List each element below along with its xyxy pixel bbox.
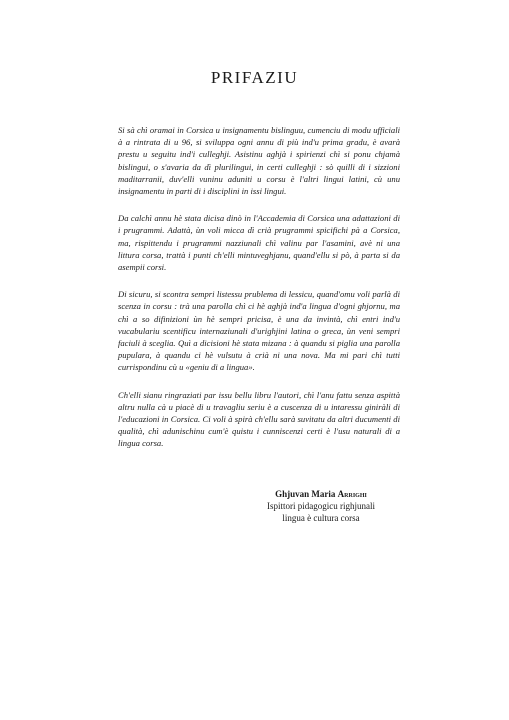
- signature-role: Ispittori pidagogicu righjunali: [267, 501, 375, 511]
- paragraph-4: Ch'elli sianu ringraziati par issu bellu libru l'autori, chì l'anu fattu senza aspittà altru nulla cà u piacè di u travagliu seriu è a cuscenza di u intaressu giniràli di l'educazioni in Corsica. Ci voli à spirà ch'ellu sarà suvitatu da altri ducumenti di qualità, chì adunischinu cum'è quistu i cunniscenzi certi è l'usu naturali di a lingua corsa.: [118, 389, 400, 449]
- signature-last-name: Arrighi: [337, 489, 367, 499]
- paragraph-1: Si sà chì oramai in Corsica u insignamentu bislinguu, cumenciu di modu ufficiali à a rintrata di u 96, si sviluppa ogni annu di più ind'u prima gradu, è avarà prestu u seguitu ind'i culleghji. Asistinu aghjà i spirienzi chì si ponu chjamà bislingui, o s'avaria da dì plurilingui, in certi culleghji : sò quilli di i sizzioni maditarranii, duv'elli vuninu aduniti u corsu è l'altri lingui latini, cù unu insignamentu in parti di i disciplini in issi lingui.: [118, 125, 400, 197]
- signature-name: [236, 488, 406, 500]
- preface-body: [118, 124, 400, 465]
- page-title: PRIFAZIU: [210, 68, 299, 87]
- signature-subject: lingua è cultura corsa: [282, 513, 360, 523]
- signature-block: [236, 488, 406, 524]
- paragraph-3: Di sicuru, si scontra sempri listessu prublema di lessicu, quand'omu voli parlà di scenza in corsu : trà una parolla chì ci hè aghjà ind'a lingua d'ogni ghjornu, ma chì a so difinizioni ùn hè sempri pricisa, è una da invintà, chì entri ind'u vucabulariu scentificu internaziunali d'urighjini latina o greca, ùn veni sempri faciuli à sceglia. Quì a dicisioni hè stata mizana : à quandu si piglia una parolla pupulara, à quandu ci hè vulsutu à crià ni una nova. Ma mi pari chì tutti currispondinu cù u «geniu di a lingua».: [118, 289, 400, 373]
- paragraph-2: Da calchì annu hè stata dicisa dinò in l'Accademia di Corsica una adattazioni di i prugrammi. Adattà, ùn voli micca dì crià prugrammi spicifichi pà a Corsica, ma, rispittendu i prugrammi nazziunali chì valinu par l'asamini, avè ni una littura corsa, trattà i punti ch'elli mintuveghjanu, quand'ellu si pò, à parta si da asempii corsi.: [118, 213, 400, 273]
- signature-first-name: Ghjuvan Maria: [275, 489, 336, 499]
